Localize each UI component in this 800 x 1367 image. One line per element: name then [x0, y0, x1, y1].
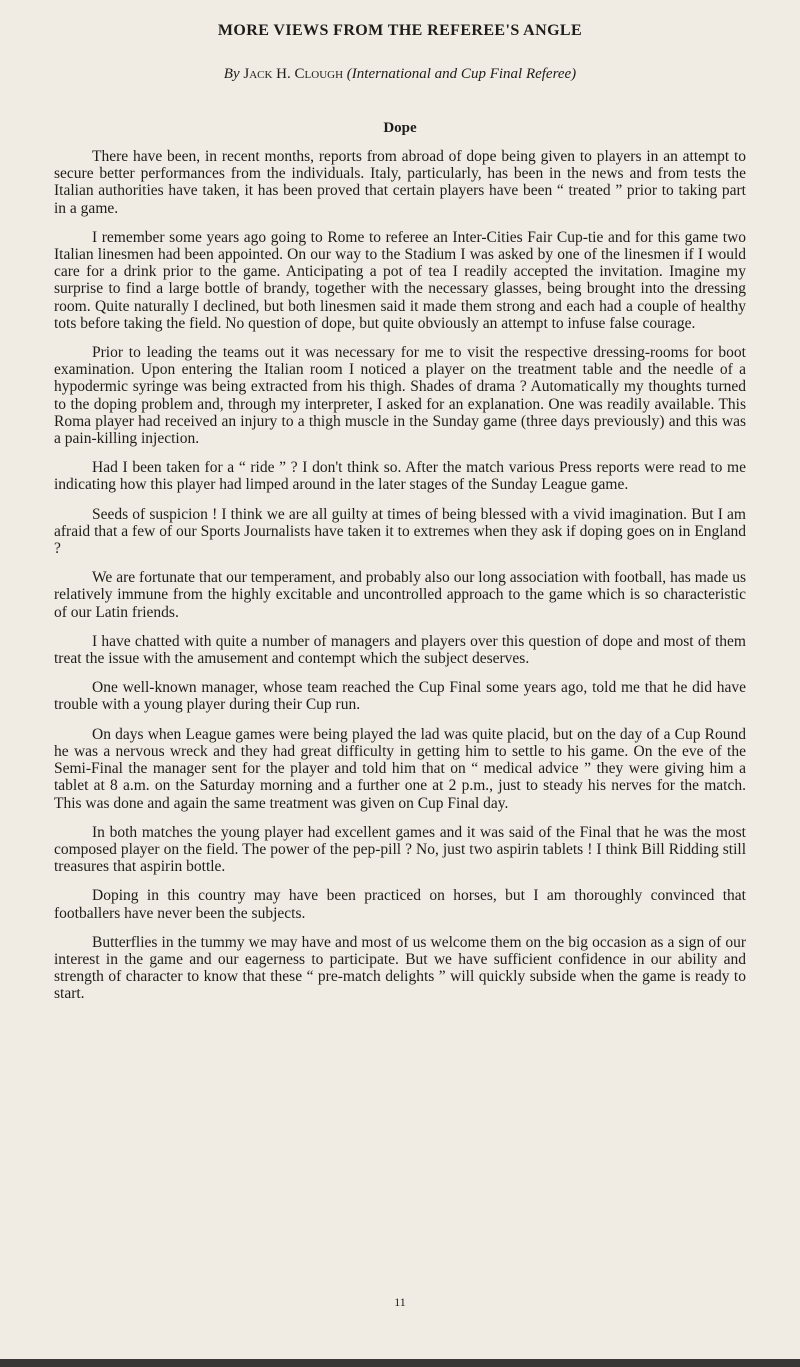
paragraph: In both matches the young player had excellent games and it was said of the Final that he was the most composed player on the field. The power of the pep-pill ? No, just two aspirin tablets ! I think Bill Ridding still treasures that aspirin bottle.	[54, 823, 746, 876]
paragraph: Doping in this country may have been practiced on horses, but I am thoroughly convinced that footballers have never been the subjects.	[54, 887, 746, 922]
byline	[0, 66, 800, 83]
paragraph: I have chatted with quite a number of managers and players over this question of dope and most of them treat the issue with the amusement and contempt which the subject deserves.	[54, 632, 746, 668]
paragraph: Seeds of suspicion ! I think we are all guilty at times of being blessed with a vivid imagination. But I am afraid that a few of our Sports Journalists have taken it to extremes when they ask if doping goes on in England ?	[54, 505, 746, 558]
page-number: 11	[394, 1295, 406, 1309]
paragraph: One well-known manager, whose team reached the Cup Final some years ago, told me that he did have trouble with a young player during their Cup run.	[54, 679, 746, 714]
paragraph: I remember some years ago going to Rome to referee an Inter-Cities Fair Cup-tie and for this game two Italian linesmen had been appointed. On our way to the Stadium I was asked by one of the linesmen if I would care for a drink prior to the game. Anticipating a pot of tea I readily accepted the invitation. Imagine my surprise to find a large bottle of brandy, together with the necessary glasses, being brought into the dressing room. Quite naturally I declined, but both linesmen said it made them strong and each had a couple of healthy tots before taking the field. No question of dope, but quite obviously an attempt to infuse false courage.	[54, 228, 746, 332]
paragraph: We are fortunate that our temperament, and probably also our long association with football, has made us relatively immune from the highly excitable and uncontrolled approach to the game which is so characteristic of our Latin friends.	[54, 569, 746, 621]
byline-prefix: By	[223, 66, 240, 82]
paragraph: Prior to leading the teams out it was necessary for me to visit the respective dressing-rooms for boot examination. Upon entering the Italian room I noticed a player on the treatment table and the needle of a hypodermic syringe was being extracted from his thigh. Shades of drama ? Automatically my thoughts turned to the doping problem and, through my interpreter, I asked for an explanation. One was readily available. This Roma player had received an injury to a thigh muscle in the Sunday game (three days previously) and this was a pain-killing injection.	[54, 344, 746, 448]
paragraph: Had I been taken for a “ ride ” ? I don't think so. After the match various Press reports were read to me indicating how this player had limped around in the later stages of the Sunday League game.	[54, 459, 746, 494]
article-title: MORE VIEWS FROM THE REFEREE'S ANGLE	[217, 22, 583, 39]
author-role: (International and Cup Final Referee)	[346, 66, 577, 82]
page-edge-shadow	[0, 1359, 800, 1367]
paragraph: On days when League games were being played the lad was quite placid, but on the day of a Cup Round he was a nervous wreck and they had great difficulty in getting him to settle to his game. On the eve of the Semi-Final the manager sent for the player and told him that on “ medical advice ” they were giving him a tablet at 8 a.m. on the Saturday morning and a further one at 2 p.m., just to steady his nerves for the match. This was done and again the same treatment was given on Cup Final day.	[54, 725, 746, 812]
paragraph: There have been, in recent months, reports from abroad of dope being given to players in an attempt to secure better performances from the individuals. Italy, particularly, has been in the news and from tests the Italian authorities have taken, it has been proved that certain players have been “ treated ” prior to taking part in a game.	[54, 148, 746, 217]
paragraph: Butterflies in the tummy we may have and most of us welcome them on the big occasion as a sign of our interest in the game and our eagerness to participate. But we have sufficient confidence in our ability and strength of character to know that these “ pre-match delights ” will quickly subside when the game is ready to start.	[54, 933, 746, 1003]
author-name: Jack H. Clough	[243, 66, 344, 82]
article-body	[54, 148, 746, 1015]
section-heading: Dope	[383, 120, 417, 136]
